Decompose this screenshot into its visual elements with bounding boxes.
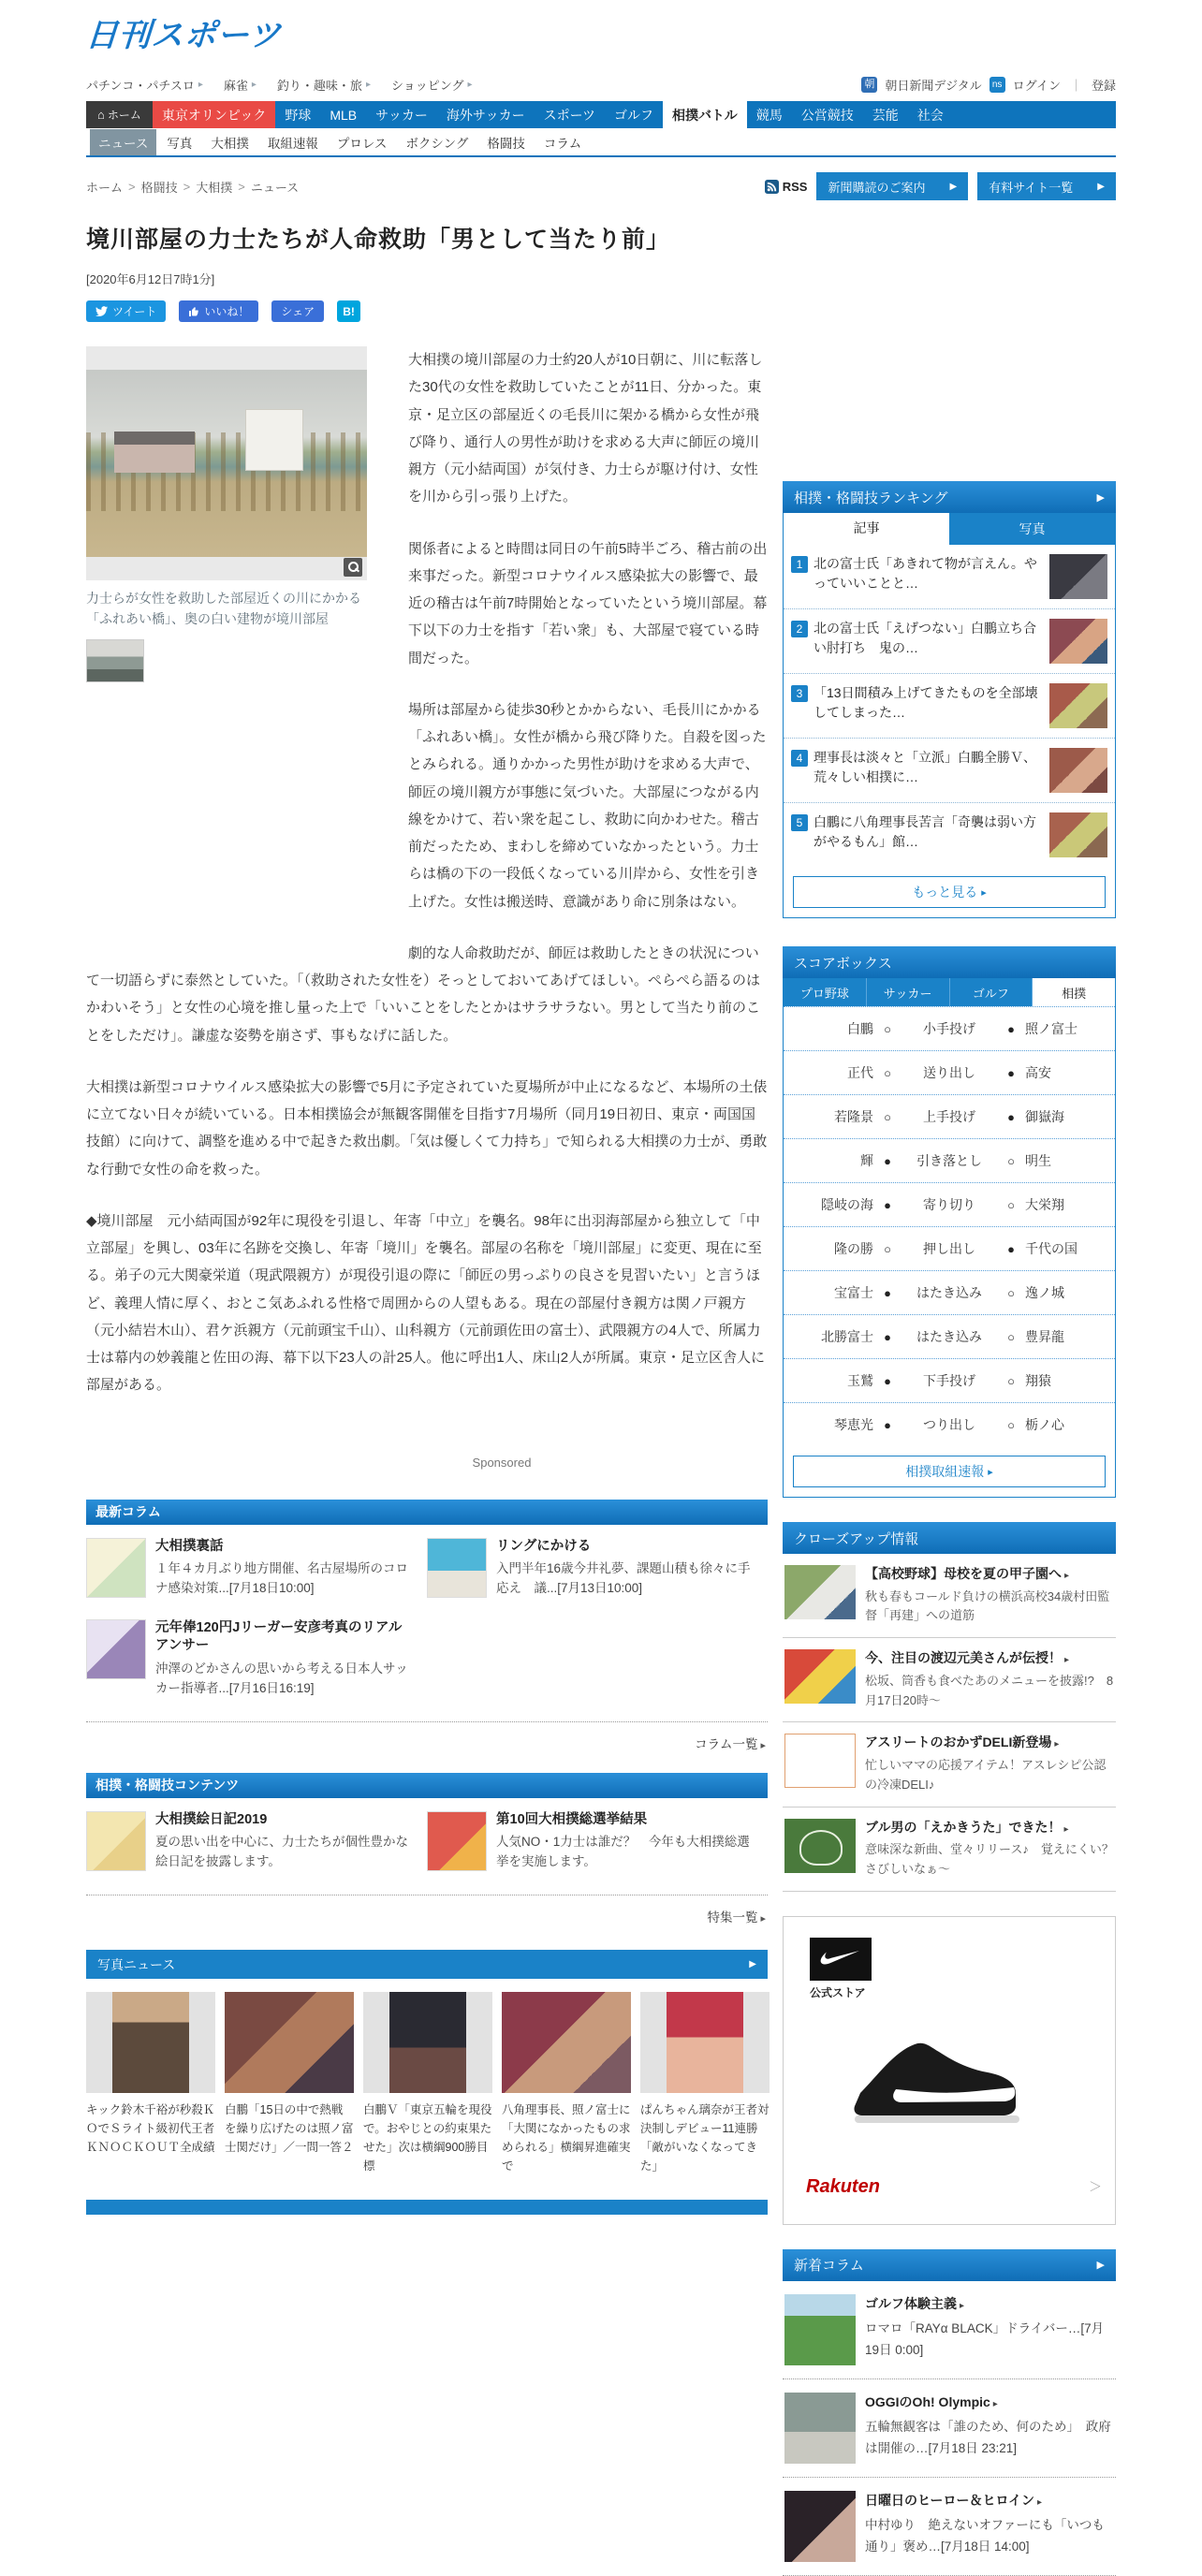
column-desc: 沖澤のどかさんの思いから考える日本人サッカー指導者...[7月16日16:19] <box>155 1661 408 1695</box>
new-column-title: 日曜日のヒーロー＆ヒロイン ▸ <box>865 2491 1114 2510</box>
result-mark: ● <box>1007 1065 1015 1080</box>
top-links-bar <box>86 76 1116 94</box>
chevron-right-icon: ＞ <box>1089 2178 1102 2194</box>
photo-news-caption: キック鈴木千裕が秒殺ＫＯでＳライト級初代王者 ＫＮＯＣＫＯＵＴ全成績 <box>86 2103 227 2155</box>
latest-columns-header: 最新コラム <box>86 1500 768 1525</box>
closeup-item[interactable] <box>783 1722 1116 1807</box>
sumo-contents-header: 相撲・格闘技コンテンツ <box>86 1773 768 1798</box>
closeup-item[interactable] <box>783 1808 1116 1892</box>
column-title: リングにかける <box>496 1538 592 1554</box>
content-item[interactable] <box>427 1811 768 1872</box>
column-desc: 入門半年16歳今井礼夢、課題山積も徐々に手応え 議...[7月13日10:00] <box>496 1561 751 1595</box>
scorebox-tab-baseball[interactable]: プロ野球 <box>784 978 867 1006</box>
result-mark: ○ <box>1007 1153 1015 1168</box>
bridge-photo-placeholder <box>86 370 367 557</box>
ranking-item-title: 「13日間積み上げてきたものを全部壊してしまった… <box>814 685 1038 720</box>
top-link-shopping[interactable]: ショッピング ▸ <box>391 76 473 94</box>
asahi-badge-icon: 朝 <box>861 77 877 93</box>
subscribe-button[interactable]: 新聞購読のご案内 ▶ <box>816 172 968 200</box>
result-mark: ○ <box>1007 1417 1015 1432</box>
closeup-desc: 松坂、筒香も食べたあのメニューを披露!? 8月17日20時～ <box>865 1673 1114 1707</box>
result-mark: ○ <box>884 1241 891 1256</box>
ranking-item[interactable] <box>784 738 1115 802</box>
new-column-thumb <box>784 2491 856 2562</box>
subnav-ozumo[interactable]: 大相撲 <box>211 136 249 151</box>
subnav-prowrestling[interactable]: プロレス <box>336 136 388 151</box>
column-thumb <box>86 1619 146 1679</box>
tweet-button[interactable]: ツイート <box>86 300 166 322</box>
ranking-more-button[interactable]: もっと見る ▸ <box>793 876 1106 908</box>
score-row: 隆の勝 ○ 押し出し ● 千代の国 <box>784 1226 1115 1270</box>
photo-news-thumb <box>225 1992 354 2093</box>
scorebox-tab-sumo[interactable]: 相撲 <box>1033 978 1115 1006</box>
nike-ad-banner[interactable] <box>783 1916 1116 2225</box>
nav-item-society[interactable]: 社会 <box>916 107 944 123</box>
scorebox-tab-golf[interactable]: ゴルフ <box>950 978 1033 1006</box>
closeup-title: 今、注目の渡辺元美さんが伝授！ ▸ <box>865 1649 1114 1668</box>
paragraph-4: 劇的な人命救助だが、師匠は救助したときの状況について一切語らずに泰然としていた。「（救助された女性を）そっとしておいてあげてほしい。ぺらぺら語るのはかわいそう」と女性の心境を推し量った上で「いいことをしたとかはサラサラない。男として当たり前のことをしただけ」。謙虚な姿勢を崩さず、事もなげに話した。 <box>86 944 761 1044</box>
column-item[interactable] <box>86 1619 427 1699</box>
content-title: 大相撲絵日記2019 <box>155 1811 268 1827</box>
next-section-header-partial <box>86 2200 768 2215</box>
article-title: 境川部屋の力士たちが人命救助「男として当たり前」 <box>86 227 671 253</box>
closeup-header: クローズアップ情報 <box>783 1522 1116 1554</box>
result-mark: ● <box>884 1153 891 1168</box>
sidebar <box>783 221 1116 2576</box>
paragraph-2: 関係者によると時間は同日の午前5時半ごろ、稽古前の出来事だった。新型コロナウイルス感染拡大の影響で、最近の稽古は午前7時開始となっていたという境川部屋。幕下以下の力士を指す「若い衆」も、大部屋で寝ている時間だった。 <box>408 540 768 666</box>
ranking-thumb <box>1049 748 1107 793</box>
rank-number-badge: 2 <box>791 621 808 637</box>
sponsored-label: Sponsored <box>472 1455 532 1470</box>
photo-news-caption: 白鵬Ｖ「東京五輪を現役で。おやじとの約束果たせた」次は横綱900勝目標 <box>363 2103 492 2174</box>
score-row: 玉鷲 ● 下手投げ ○ 翔猿 <box>784 1358 1115 1402</box>
subnav-kakutogi[interactable]: 格闘技 <box>487 136 525 151</box>
white-building-shape <box>245 409 303 471</box>
closeup-item[interactable] <box>783 1638 1116 1722</box>
top-link-mahjong[interactable]: 麻雀 ▸ <box>224 76 257 94</box>
new-column-item[interactable] <box>783 2478 1116 2576</box>
subnav-photo[interactable]: 写真 <box>167 136 193 151</box>
breadcrumb-home[interactable]: ホーム <box>86 180 124 195</box>
nav-item-mlb[interactable]: MLB <box>330 107 358 123</box>
house-shape <box>114 432 195 473</box>
result-mark: ● <box>884 1197 891 1212</box>
photo-news-item[interactable] <box>225 1992 354 2175</box>
subnav-torikumi[interactable]: 取組速報 <box>267 136 318 151</box>
nav-item-soccer[interactable]: サッカー <box>375 107 428 123</box>
photo-news-item[interactable] <box>502 1992 631 2175</box>
photo-news-caption: 八角理事長、照ノ富士に「大関になかったもの求められる」横綱昇進確実で <box>502 2103 631 2174</box>
nike-logo-icon <box>810 1938 872 1981</box>
content-title: 第10回大相撲総選挙結果 <box>496 1811 648 1827</box>
closeup-title: ブル男の「えかきうた」できた！ ▸ <box>865 1819 1114 1837</box>
ranking-thumb <box>1049 619 1107 664</box>
new-columns-header[interactable]: 新着コラム ▶ <box>783 2249 1116 2281</box>
content-item[interactable] <box>86 1811 427 1872</box>
scorebox <box>783 978 1116 1498</box>
rank-number-badge: 4 <box>791 750 808 767</box>
column-desc: １年４カ月ぶり地方開催、名古屋場所のコロナ感染対策...[7月18日10:00] <box>155 1561 408 1595</box>
ranking-item-title: 白鵬に八角理事長苦言「奇襲は弱い方がやるもん」館… <box>814 814 1036 849</box>
ranking-item[interactable] <box>784 673 1115 738</box>
new-column-desc: 中村ゆり 絶えないオファーにも「いつも通り」褒め…[7月18日 14:00] <box>865 2517 1105 2554</box>
photo-news-thumb <box>640 1992 770 2093</box>
score-row: 白鵬 ○ 小手投げ ● 照ノ富士 <box>784 1006 1115 1050</box>
nike-store-label: 公式ストア <box>810 1985 866 1999</box>
result-mark: ○ <box>1007 1329 1015 1344</box>
ranking-item-title: 北の富士氏「あきれて物が言えん。やっていいことと… <box>814 556 1037 591</box>
nav-item-entertainment[interactable]: 芸能 <box>872 107 899 123</box>
photo-news-caption: 白鵬「15日の中で熱戦を繰り広げたのは照ノ富士関だけ」／一問一答２ <box>225 2103 354 2155</box>
breadcrumb-ozumo[interactable]: 大相撲 <box>196 180 233 195</box>
feature-list-link[interactable]: 特集一覧 ▸ <box>86 1895 768 1925</box>
breadcrumb-kakutogi[interactable]: 格闘技 <box>140 180 178 195</box>
article-body <box>86 346 768 1399</box>
rank-number-badge: 5 <box>791 814 808 831</box>
column-thumb <box>86 1538 146 1598</box>
new-column-item[interactable] <box>783 2379 1116 2478</box>
sub-nav <box>86 128 1116 157</box>
subnav-column[interactable]: コラム <box>543 136 582 151</box>
ranking-item-title: 北の富士氏「えげつない」白鵬立ち合い肘打ち 鬼の… <box>814 621 1036 655</box>
content-thumb <box>427 1811 487 1871</box>
shoe-image <box>849 2020 1027 2137</box>
score-row: 若隆景 ○ 上手投げ ● 御嶽海 <box>784 1094 1115 1138</box>
breadcrumb-news[interactable]: ニュース <box>250 180 300 195</box>
closeup-thumb <box>784 1819 856 1873</box>
score-row: 北勝富士 ● はたき込み ○ 豊昇龍 <box>784 1314 1115 1358</box>
nav-item-tokyo-olympics[interactable]: 東京オリンピック <box>153 101 275 128</box>
score-row: 正代 ○ 送り出し ● 高安 <box>784 1050 1115 1094</box>
sumo-contents-list <box>86 1811 768 1893</box>
ranking-thumb <box>1049 812 1107 857</box>
ranking-box <box>783 513 1116 918</box>
nav-item-home[interactable]: ⌂ ホーム <box>86 101 153 128</box>
rank-number-badge: 3 <box>791 685 808 702</box>
photo-news-item[interactable] <box>363 1992 492 2175</box>
column-thumb <box>427 1538 487 1598</box>
photo-news-caption: ぱんちゃん璃奈が王者対決制しデビュー11連勝「敵がいなくなってきた」 <box>640 2103 770 2174</box>
result-mark: ● <box>884 1373 891 1388</box>
ranking-item[interactable] <box>784 802 1115 867</box>
ranking-tab-photo[interactable]: 写真 <box>949 513 1115 545</box>
share-bar <box>86 300 768 322</box>
paragraph-5: 大相撲は新型コロナウイルス感染拡大の影響で5月に予定されていた夏場所が中止になるなど、本場所の土俵に立てない日々が続いている。日本相撲協会が無観客開催を目指す7月場所（同月19日初日、東京・両国国技館）に向けて、調整を進める中で起きた救出劇。「気は優しくて力持ち」で知られる大相撲の力士が、勇敢な行動で女性の命を救った。 <box>86 1078 768 1178</box>
ranking-thumb <box>1049 554 1107 599</box>
column-item[interactable] <box>86 1538 427 1599</box>
closeup-thumb <box>784 1734 856 1788</box>
ranking-item[interactable] <box>784 608 1115 673</box>
twitter-icon <box>95 306 108 316</box>
closeup-desc: 秋も春もコールド負けの横浜高校34歳村田監督「再建」への道筋 <box>865 1588 1110 1623</box>
result-mark: ○ <box>1007 1285 1015 1300</box>
chevron-right-icon: ▶ <box>749 1959 756 1970</box>
scorebox-header: スコアボックス <box>783 946 1116 978</box>
breadcrumb-row: ホーム > 格闘技 > 大相撲 > ニュース RSS 新聞購読のご案内 ▶ 有料サイト一覧 ▶ <box>86 172 1116 200</box>
divider: ｜ <box>1069 79 1082 93</box>
result-mark: ○ <box>884 1109 891 1124</box>
nav-item-baseball[interactable]: 野球 <box>285 107 312 123</box>
result-mark: ● <box>1007 1109 1015 1124</box>
photo-caption: 力士らが女性を救助した部屋近くの川にかかる「ふれあい橋」、奥の白い建物が境川部屋 <box>86 591 361 627</box>
scorebox-tab-soccer[interactable]: サッカー <box>867 978 950 1006</box>
result-mark: ● <box>884 1329 891 1344</box>
nav-item-sports[interactable]: スポーツ <box>543 107 596 123</box>
closeup-item[interactable] <box>783 1554 1116 1638</box>
photo-news-list <box>86 1992 768 2175</box>
share-button[interactable]: シェア <box>271 300 324 322</box>
photo-news-item[interactable] <box>86 1992 227 2175</box>
ranking-header[interactable]: 相撲・格闘技ランキング ▶ <box>783 481 1116 513</box>
column-title: 大相撲裏話 <box>155 1538 224 1554</box>
site-header <box>86 0 1116 94</box>
chevron-right-icon: ▶ <box>1096 491 1105 504</box>
closeup-title: 【高校野球】母校を夏の甲子園へ ▸ <box>865 1565 1114 1584</box>
torikumi-report-button[interactable]: 相撲取組速報 ▸ <box>793 1456 1106 1487</box>
top-link-hobby[interactable]: 釣り・趣味・旅 ▸ <box>277 76 371 94</box>
result-mark: ○ <box>884 1065 891 1080</box>
ranking-thumb <box>1049 683 1107 728</box>
main-nav <box>86 101 1116 128</box>
rss-icon <box>765 180 779 194</box>
column-title: 元年俸120円Jリーガー安彦考真のリアルアンサー <box>155 1619 403 1654</box>
chevron-right-icon: ▶ <box>949 181 958 192</box>
new-column-desc: 五輪無観客は「誰のため、何のため」 政府は開催の…[7月18日 23:21] <box>865 2419 1111 2455</box>
closeup-title: アスリートのおかずDELI新登場 ▸ <box>865 1734 1114 1752</box>
content-desc: 夏の思い出を中心に、力士たちが個性豊かな絵日記を披露します。 <box>155 1835 408 1869</box>
nav-item-golf[interactable]: ゴルフ <box>614 107 654 123</box>
new-column-item[interactable] <box>783 2281 1116 2379</box>
paid-sites-button[interactable]: 有料サイト一覧 ▶ <box>977 172 1116 200</box>
register-link[interactable]: 登録 <box>1091 79 1116 93</box>
nav-item-world-soccer[interactable]: 海外サッカー <box>446 107 525 123</box>
new-column-thumb <box>784 2294 856 2365</box>
content-thumb <box>86 1811 146 1871</box>
new-column-title: OGGIのOh! Olympic ▸ <box>865 2393 1114 2411</box>
chevron-right-icon: ▶ <box>1097 181 1105 192</box>
site-logo[interactable]: 日刊スポーツ <box>84 18 283 53</box>
nav-item-sumo-battle[interactable]: 相撲バトル <box>663 101 747 128</box>
article-figure <box>86 346 384 962</box>
ranking-tab-article[interactable]: 記事 <box>784 513 949 545</box>
nav-item-public-races[interactable]: 公営競技 <box>800 107 854 123</box>
latest-columns-list <box>86 1538 768 1720</box>
closeup-thumb <box>784 1649 856 1704</box>
result-mark: ● <box>884 1417 891 1432</box>
new-column-thumb <box>784 2393 856 2464</box>
result-mark: ○ <box>884 1021 891 1036</box>
article-photo[interactable] <box>86 346 367 580</box>
result-mark: ● <box>884 1285 891 1300</box>
zoom-magnifier-icon[interactable] <box>344 558 362 577</box>
asahi-digital-link[interactable]: 朝日新聞デジタル <box>885 79 982 93</box>
paragraph-1: 大相撲の境川部屋の力士約20人が10日朝に、川に転落した30代の女性を救助していたことが11日、分かった。東京・足立区の部屋近くの毛長川に架かる橋から女性が飛び降り、通行人の男性が助けを求める大声に師匠の境川親方（元小結両国）が気付き、力士らが駆け付け、女性を川から引っ張り上げた。 <box>408 352 763 505</box>
ranking-item-title: 理事長は淡々と「立派」白鵬全勝Ｖ、荒々しい相撲に… <box>814 750 1036 784</box>
photo-news-header[interactable]: 写真ニュース ▶ <box>86 1950 768 1979</box>
result-mark: ○ <box>1007 1373 1015 1388</box>
thumbs-up-icon <box>188 306 199 317</box>
chevron-right-icon: ▶ <box>1096 2260 1105 2272</box>
top-link-pachinko[interactable]: パチンコ・パチスロ ▸ <box>86 76 203 94</box>
photo-news-thumb <box>363 1992 492 2093</box>
content-desc: 人気NO・1力士は誰だ？ 今年も大相撲総選挙を実施します。 <box>496 1835 750 1869</box>
photo-thumbnail[interactable] <box>86 639 144 682</box>
result-mark: ● <box>1007 1021 1015 1036</box>
login-link[interactable]: ログイン <box>1012 79 1061 93</box>
rss-link[interactable]: RSS <box>765 180 808 194</box>
subnav-news[interactable]: ニュース <box>90 129 156 155</box>
new-column-desc: ロマロ「RAYα BLACK」ドライバー…[7月19日 0:00] <box>865 2320 1105 2357</box>
score-row: 輝 ● 引き落とし ○ 明生 <box>784 1138 1115 1182</box>
score-row: 琴恵光 ● つり出し ○ 栃ノ心 <box>784 1402 1115 1446</box>
result-mark: ○ <box>1007 1197 1015 1212</box>
home-icon: ⌂ <box>97 108 105 122</box>
nav-item-keiba[interactable]: 競馬 <box>755 107 783 123</box>
rakuten-logo: Rakuten <box>806 2175 880 2197</box>
subnav-boxing[interactable]: ボクシング <box>405 136 469 151</box>
ad-space-empty <box>783 221 1116 481</box>
photo-news-item[interactable] <box>640 1992 770 2175</box>
paragraph-6: ◆境川部屋 元小結両国が92年に現役を引退し、年寄「中立」を襲名。98年に出羽海部屋から独立して「中立部屋」を興し、03年に名跡を交換し、年寄「境川」を襲名。部屋の名称を「境川部屋」に変更、現在に至る。弟子の元大関豪栄道（現武隈親方）が現役引退の際に「師匠の男っぷりの良さを見習いたい」と言うほど、義理人情に厚く、おとこ気あふれる性格で周囲からの人望もある。現在の部屋付き親方は関ノ戸親方（元小結岩木山）、君ケ浜親方（元前頭宝千山）、山科親方（元前頭佐田の富士）、武隈親方の4人で、所属力士は幕内の妙義龍と佐田の海、幕下以下23人の計25人。他に呼出1人、床山2人が所属。東京・足立区舎人に部屋がある。 <box>86 1212 766 1394</box>
column-list-link[interactable]: コラム一覧 ▸ <box>86 1722 768 1752</box>
ns-badge-icon: ns <box>989 77 1005 93</box>
like-button[interactable]: いいね！ <box>179 300 258 322</box>
ranking-item[interactable] <box>784 545 1115 608</box>
photo-news-thumb <box>502 1992 631 2093</box>
score-row: 隠岐の海 ● 寄り切り ○ 大栄翔 <box>784 1182 1115 1226</box>
paragraph-3: 場所は部屋から徒歩30秒とかからない、毛長川にかかる「ふれあい橋」。女性が橋から飛び降りた。自殺を図ったとみられる。通りかかった男性が助けを求める大声で、師匠の境川親方が事態に気づいた。大部屋につながる内線をかけて、若い衆を起こし、救助に向かわせた。稽古前だったため、まわしを締めていなかったという。力士らは橋の下の一段低くなっている川岸から、女性を引き上げた。女性は搬送時、意識があり命に別条はない。 <box>408 701 767 910</box>
score-row: 宝富士 ● はたき込み ○ 逸ノ城 <box>784 1270 1115 1314</box>
photo-news-thumb <box>86 1992 215 2093</box>
closeup-thumb <box>784 1565 856 1619</box>
article-date: [2020年6月12日7時1分] <box>86 272 215 286</box>
hatena-bookmark-button[interactable]: B! <box>337 300 360 322</box>
column-item[interactable] <box>427 1538 768 1599</box>
closeup-desc: 意味深な新曲、堂々リリース♪ 覚えにくい？さびしいなぁ～ <box>865 1842 1114 1876</box>
closeup-desc: 忙しいママの応援アイテム！アスレシピ公認の冷凍DELI♪ <box>865 1757 1107 1792</box>
result-mark: ● <box>1007 1241 1015 1256</box>
new-column-title: ゴルフ体験主義 ▸ <box>865 2294 1114 2313</box>
rank-number-badge: 1 <box>791 556 808 573</box>
